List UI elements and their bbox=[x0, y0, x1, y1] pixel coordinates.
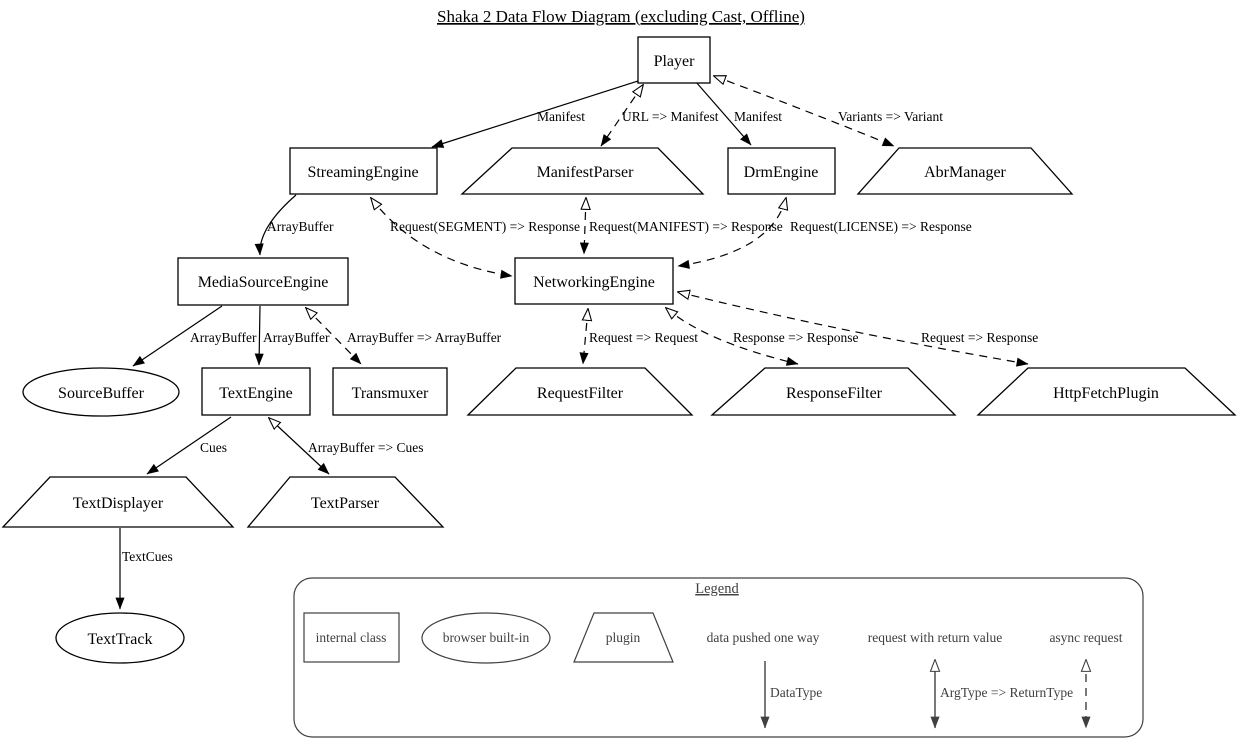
legend-request-return-type-label: ArgType => ReturnType bbox=[940, 685, 1074, 700]
legend-browser-builtin bbox=[422, 613, 550, 663]
legend-box bbox=[294, 578, 1143, 737]
edge-mediasourceengine-sourcebuffer bbox=[133, 306, 257, 366]
node-response-filter bbox=[712, 368, 955, 415]
edge-label: Request(LICENSE) => Response bbox=[790, 219, 972, 234]
edge-networkingengine-httpfetchplugin bbox=[678, 292, 1038, 364]
legend-one-way-label: data pushed one way bbox=[706, 630, 820, 645]
node-response-filter-label: ResponseFilter bbox=[786, 385, 882, 402]
node-player-label: Player bbox=[653, 53, 695, 70]
edge-label: Request => Response bbox=[921, 330, 1039, 345]
node-manifest-parser bbox=[462, 148, 703, 194]
node-http-fetch-plugin-label: HttpFetchPlugin bbox=[1053, 385, 1159, 402]
legend-internal-class-label: internal class bbox=[315, 630, 387, 645]
node-request-filter-label: RequestFilter bbox=[536, 385, 624, 402]
node-abr-manager-label: AbrManager bbox=[924, 164, 1006, 181]
edge-mediasourceengine-transmuxer bbox=[306, 308, 502, 364]
node-transmuxer bbox=[333, 368, 447, 415]
node-source-buffer-label: SourceBuffer bbox=[58, 385, 144, 402]
node-media-source-engine-label: MediaSourceEngine bbox=[197, 274, 329, 291]
edge-textengine-textdisplayer bbox=[147, 417, 231, 474]
edge-label: ArrayBuffer bbox=[263, 330, 330, 345]
legend bbox=[294, 578, 1143, 737]
edge-label: Request => Request bbox=[589, 330, 698, 345]
node-networking-engine-label: NetworkingEngine bbox=[533, 274, 655, 291]
node-text-track bbox=[56, 613, 184, 663]
node-text-track-label: TextTrack bbox=[87, 631, 153, 648]
edge-label: Manifest bbox=[537, 109, 585, 124]
edge-textdisplayer-texttrack bbox=[120, 528, 173, 609]
node-transmuxer-label: Transmuxer bbox=[351, 385, 429, 402]
edge-manifestparser-networkingengine bbox=[584, 198, 783, 254]
edge-label: Request(SEGMENT) => Response bbox=[390, 219, 580, 234]
node-manifest-parser-label: ManifestParser bbox=[536, 164, 634, 181]
edge-label: Response => Response bbox=[733, 330, 859, 345]
edge-label: Request(MANIFEST) => Response bbox=[589, 219, 783, 234]
edge-label: ArrayBuffer => ArrayBuffer bbox=[347, 330, 502, 345]
edge-textengine-textparser bbox=[269, 418, 423, 474]
legend-plugin-label: plugin bbox=[605, 630, 641, 645]
node-source-buffer bbox=[23, 368, 179, 416]
edge-label: Variants => Variant bbox=[838, 109, 943, 124]
edge-manifestparser-player bbox=[601, 85, 719, 146]
node-request-filter bbox=[468, 368, 692, 415]
legend-one-way-type-label: DataType bbox=[770, 685, 823, 700]
node-networking-engine bbox=[515, 258, 673, 304]
edge-networkingengine-requestfilter bbox=[583, 309, 698, 364]
node-media-source-engine bbox=[178, 258, 348, 305]
legend-title: Legend bbox=[695, 581, 739, 597]
node-streaming-engine bbox=[290, 148, 437, 194]
node-text-parser bbox=[248, 477, 443, 527]
node-streaming-engine-label: StreamingEngine bbox=[307, 164, 419, 181]
legend-async-request-label: async request bbox=[1049, 630, 1123, 645]
node-text-displayer-label: TextDisplayer bbox=[72, 495, 164, 512]
node-text-parser-label: TextParser bbox=[310, 495, 380, 512]
node-player bbox=[638, 37, 710, 83]
node-drm-engine bbox=[728, 148, 835, 194]
node-text-displayer bbox=[3, 477, 233, 527]
legend-browser-builtin-label: browser built-in bbox=[442, 630, 530, 645]
legend-internal-class bbox=[304, 613, 399, 662]
edge-label: ArrayBuffer bbox=[190, 330, 257, 345]
edge-label: TextCues bbox=[122, 549, 173, 564]
edge-streamingengine-mediasourceengine bbox=[260, 195, 334, 255]
node-text-engine-label: TextEngine bbox=[219, 385, 293, 402]
diagram-title: Shaka 2 Data Flow Diagram (excluding Cast, Offline) bbox=[437, 7, 805, 26]
edge-label: ArrayBuffer => Cues bbox=[308, 440, 424, 455]
edge-label: Cues bbox=[200, 440, 227, 455]
edge-label: Manifest bbox=[734, 109, 782, 124]
edge-mediasourceengine-textengine bbox=[259, 306, 330, 365]
legend-request-return-label: request with return value bbox=[867, 630, 1003, 645]
edge-label: ArrayBuffer bbox=[267, 219, 334, 234]
node-drm-engine-label: DrmEngine bbox=[743, 164, 819, 181]
node-abr-manager bbox=[858, 148, 1072, 194]
node-text-engine bbox=[202, 368, 310, 415]
node-http-fetch-plugin bbox=[978, 368, 1235, 415]
edge-label: URL => Manifest bbox=[622, 109, 719, 124]
